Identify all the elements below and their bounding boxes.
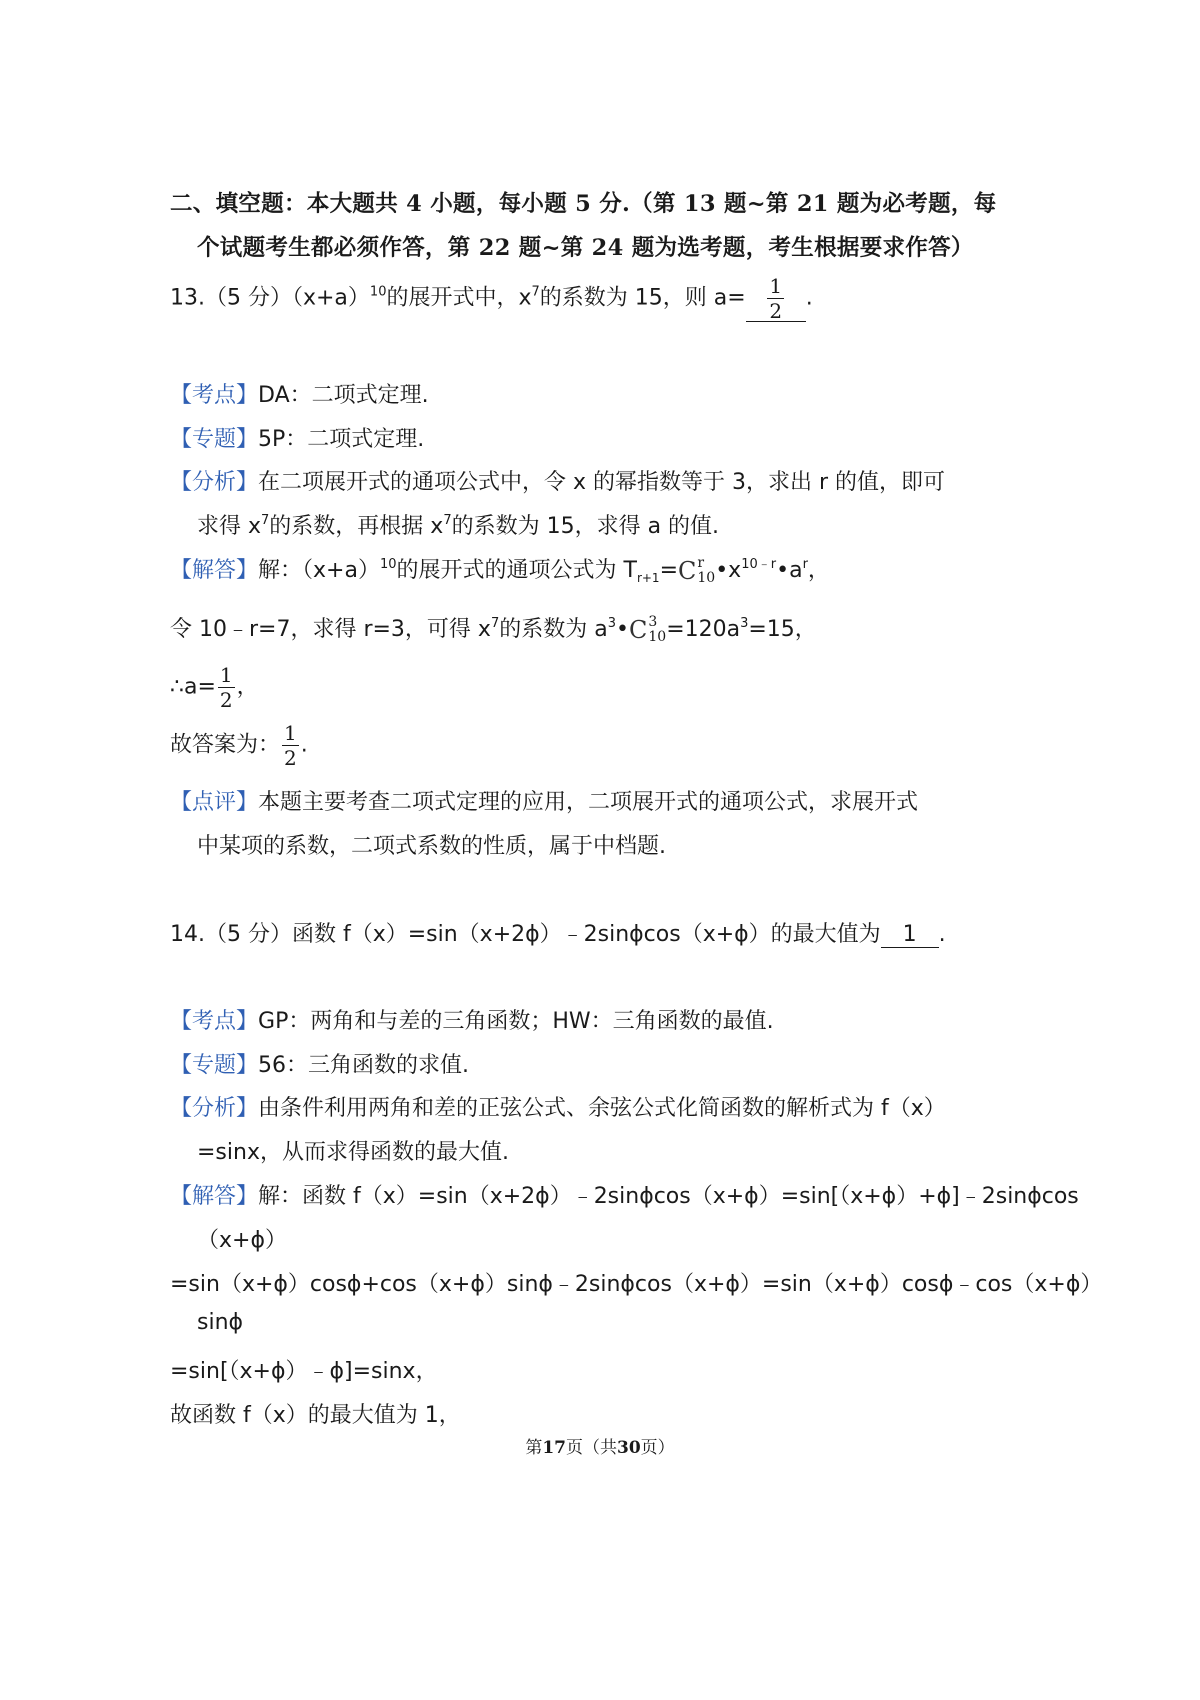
section-title-line1: 二、填空题：本大题共 4 小题，每小题 5 分.（第 13 题~第 21 题为必考题，每: [170, 191, 997, 217]
section-title-line2: 个试题考生都必须作答，第 22 题~第 24 题为选考题，考生根据要求作答）: [197, 235, 974, 261]
binomial-coefficient: C 3 10: [628, 614, 667, 645]
fraction: $\frac{1}{2}$: [284, 721, 297, 770]
q14-fenxi-line1: 【分析】由条件利用两角和差的正弦公式、余弦公式化简函数的解析式为 f（x）: [170, 1096, 946, 1121]
binomial-coefficient: C r 10: [678, 555, 716, 586]
q14-jieda-line1: 【解答】解：函数 f（x）=sin（x+2ϕ）﹣2sinϕcos（x+ϕ）=sin[（x+ϕ）+ϕ]﹣2sinϕcos: [170, 1184, 1079, 1209]
question-13: 13.（5 分）$(x+a)^{10}$的展开式中，$x^7$的系数为 15，则 a= $\frac{1}{2}$ .: [170, 274, 813, 323]
tag-dianping: 【点评】: [170, 790, 259, 815]
q13-jieda-line1: 【解答】解：$(x+a)^{10}$的展开式的通项公式为 $T_{r+1}=$ C r 10 $•x^{10﹣r}•a^r$，: [170, 555, 830, 586]
tag-zhuanti: 【专题】: [170, 1053, 259, 1078]
q14-kaodian: 【考点】GP：两角和与差的三角函数；HW：三角函数的最值.: [170, 1009, 774, 1034]
q14-zhuanti: 【专题】56：三角函数的求值.: [170, 1053, 470, 1078]
tag-fenxi: 【分析】: [170, 470, 259, 495]
q13-dianping-line2: 中某项的系数，二项式系数的性质，属于中档题.: [197, 834, 666, 859]
answer-blank: 1: [881, 922, 939, 948]
answer-fraction: $\frac{1}{2}$: [769, 274, 783, 323]
q14-jieda-line4: sinϕ: [197, 1310, 244, 1335]
q13-fenxi-line1: 【分析】在二项展开式的通项公式中，令 x 的幂指数等于 3，求出 r 的值，即可: [170, 470, 946, 495]
tag-jieda: 【解答】: [170, 558, 259, 583]
tag-zhuanti: 【专题】: [170, 427, 259, 452]
answer-blank: [746, 276, 806, 322]
q13-kaodian: 【考点】DA：二项式定理.: [170, 383, 429, 408]
tag-jieda: 【解答】: [170, 1184, 259, 1209]
q13-answer-line: 故答案为： $\frac{1}{2}$ .: [170, 721, 308, 770]
q14-jieda-line6: 故函数 f（x）的最大值为 1，: [170, 1403, 461, 1428]
q14-jieda-line5: =sin[（x+ϕ）﹣ϕ]=sinx，: [170, 1359, 438, 1384]
q14-fenxi-line2: =sinx，从而求得函数的最大值.: [197, 1140, 509, 1165]
q13-jieda-line2: 令 10﹣r=7，求得 r=3，可得 $x^7$的系数为 $a^3•$ C 3 10 $=120a^3=15$，: [170, 614, 817, 645]
q13-zhuanti: 【专题】5P：二项式定理.: [170, 427, 425, 452]
question-14: 14.（5 分）函数 f（x）=sin（x+2ϕ）﹣2sinϕcos（x+ϕ）的最大值为 1 .: [170, 922, 946, 947]
page-number: 17: [542, 1438, 566, 1458]
q13-dianping-line1: 【点评】本题主要考查二项式定理的应用，二项展开式的通项公式，求展开式: [170, 790, 919, 815]
tag-kaodian: 【考点】: [170, 383, 259, 408]
fraction: $\frac{1}{2}$: [219, 663, 233, 712]
q13-jieda-line3: ∴a= $\frac{1}{2}$ ，: [170, 663, 259, 712]
q14-jieda-line3: =sin（x+ϕ）cosϕ+cos（x+ϕ）sinϕ﹣2sinϕcos（x+ϕ）=sin（x+ϕ）cosϕ﹣cos（x+ϕ）: [170, 1272, 1103, 1297]
tag-fenxi: 【分析】: [170, 1096, 259, 1121]
page-footer: 第17页（共30页）: [525, 1438, 675, 1458]
q13-fenxi-line2: 求得 $x^7$的系数，再根据 $x^7$的系数为 15，求得 a 的值.: [197, 513, 720, 539]
q14-jieda-line2: （x+ϕ）: [197, 1228, 287, 1253]
tag-kaodian: 【考点】: [170, 1009, 259, 1034]
page-total: 30: [617, 1438, 641, 1458]
